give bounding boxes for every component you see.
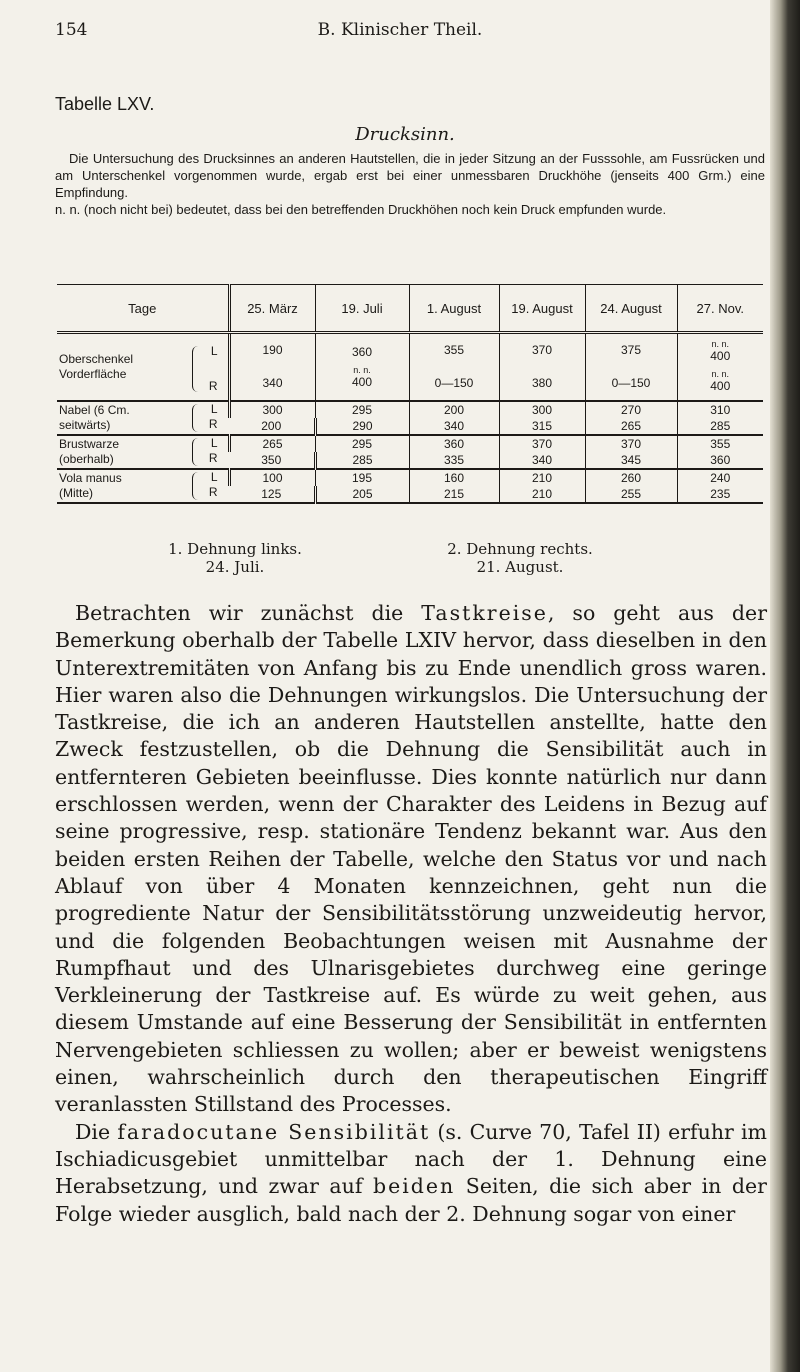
table-cell: 370	[585, 435, 677, 452]
table-cell: 355	[677, 435, 763, 452]
row-name: Vola manus	[59, 471, 122, 485]
side-labels	[192, 344, 218, 394]
table-cell: 340	[409, 418, 499, 435]
table-cell: 255	[585, 486, 677, 503]
table-cell: 285	[677, 418, 763, 435]
table-cell: 295	[315, 401, 409, 418]
table-cell: 360 n. n. 400	[315, 333, 409, 402]
table-cell: 270	[585, 401, 677, 418]
row-label	[57, 401, 229, 435]
table-cell: 160	[409, 469, 499, 486]
table-cell: 195	[315, 469, 409, 486]
table-cell: 290	[315, 418, 409, 435]
table-cell: 285	[315, 452, 409, 469]
side-labels: L R	[192, 470, 218, 502]
footnote-text: 2. Dehnung rechts.	[447, 540, 593, 558]
table-cell: 345	[585, 452, 677, 469]
table-cell: 340	[499, 452, 585, 469]
intro-note: n. n. (noch nicht bei) bedeutet, dass bei den betreffenden Druckhöhen noch kein Druck empfunden wurde.	[55, 202, 667, 217]
table-cell: 375 0—150	[585, 333, 677, 402]
table-cell: 200	[261, 418, 282, 433]
spaced-term: beiden	[372, 1174, 456, 1199]
side-labels: L R	[192, 436, 218, 468]
table-cell: 200	[409, 401, 499, 418]
table-row	[57, 469, 763, 486]
brace-icon	[192, 438, 201, 466]
table-row	[57, 435, 763, 452]
brace-icon	[192, 346, 201, 392]
table-cell: 315	[499, 418, 585, 435]
table-cell: 360	[677, 452, 763, 469]
table-header-row	[57, 285, 763, 333]
footnote-date: 21. August.	[476, 558, 564, 576]
side-labels: L R	[192, 402, 218, 434]
table-row	[57, 401, 763, 418]
table-cell: 370 380	[499, 333, 585, 402]
table-cell: 360	[409, 435, 499, 452]
col-header: 27. Nov.	[677, 285, 763, 333]
row-name-2: (Mitte)	[59, 486, 93, 500]
footnote-second-stretch	[395, 540, 645, 576]
page-edge-shadow	[770, 0, 800, 1372]
pressure-table	[57, 284, 763, 504]
table-cell: 240	[677, 469, 763, 486]
side-label-r: R	[208, 379, 218, 393]
table-cell: 295	[315, 435, 409, 452]
table-cell: 205	[315, 486, 409, 503]
table-cell: 370	[499, 435, 585, 452]
page-header	[55, 20, 745, 46]
table-cell: 300	[229, 401, 315, 418]
brace-icon	[192, 404, 201, 432]
row-name-2: seitwärts)	[59, 418, 111, 432]
spaced-term: Tastkreise	[421, 601, 548, 625]
footnote-text: 1. Dehnung links.	[168, 540, 302, 558]
row-name-2: Vorderfläche	[59, 367, 127, 381]
table-cell: 235	[677, 486, 763, 503]
row-name: Oberschenkel	[59, 352, 134, 366]
row-label	[57, 333, 229, 402]
col-header: 24. August	[585, 285, 677, 333]
col-header: Tage	[57, 285, 229, 333]
intro-paragraph: Die Untersuchung des Drucksinnes an anderen Hautstellen, die in jeder Sitzung an der Fusssohle, am Fussrücken und am Unterschenkel vorgenommen wurde, ergab erst bei einer unmessbaren Druckhöhe (jenseits 400 Grm.) eine Empfindung.	[55, 151, 765, 200]
table-cell: 265	[585, 418, 677, 435]
table-cell: 125	[229, 486, 315, 503]
side-label-l: L	[210, 344, 218, 358]
footnote-first-stretch	[130, 540, 340, 576]
table-cell: 350	[261, 452, 282, 467]
table-cell: 215	[409, 486, 499, 503]
table-cell: 210	[499, 469, 585, 486]
body-paragraph: Die faradocutane Sensibilität (s. Curve 70, Tafel II) erfuhr im Ischiadicusgebiet unmittelbar nach der 1. Dehnung eine Herabsetzung, und zwar auf beiden Seiten, die sich aber in der Folge wieder ausglich, bald nach der 2. Dehnung sogar von einer	[55, 1119, 767, 1226]
col-header: 25. März	[229, 285, 315, 333]
page-number: 154	[55, 20, 88, 40]
table-intro	[55, 150, 765, 218]
row-label	[57, 469, 229, 503]
footnote-date: 24. Juli.	[205, 558, 265, 576]
brace-icon	[192, 472, 201, 500]
table-cell: 190 340	[229, 333, 315, 402]
table-label: Tabelle LXV.	[55, 94, 155, 114]
col-header: 19. August	[499, 285, 585, 333]
row-label	[57, 435, 229, 469]
row-name: Nabel (6 Cm.	[59, 403, 130, 417]
body-paragraph: Betrachten wir zunächst die Tastkreise, so geht aus der Bemerkung oberhalb der Tabelle LXIV hervor, dass dieselben in den Unterextremitäten von Anfang bis zu Ende unendlich gross waren. Hier waren also die Dehnungen wirkungslos. Die Untersuchung der Tastkreise, die ich an anderen Hautstellen anstellte, hatte den Zweck festzustellen, ob die Dehnung die Sensibilität auch in entfernteren Gebieten beeinflusse. Dies konnte natürlich nur dann erschlossen werden, wenn der Charakter des Leidens in Bezug auf seine progressive, resp. stationäre Tendenz bekannt war. Aus den beiden ersten Reihen der Tabelle, welche den Status vor und nach Ablauf von über 4 Monaten kennzeichnen, geht nun die progrediente Natur der Sensibilitätsstörung unzweideutig hervor, und die folgenden Beobachtungen weisen mit Ausnahme der Rumpfhaut und des Ulnarisgebietes durchweg eine geringe Verkleinerung der Tastkreise auf. Es würde zu weit gehen, aus diesem Umstande auf eine Besserung der Sensibilität in entfernten Nervengebieten schliessen zu wollen; aber er beweist wenigstens einen, wahrscheinlich durch den therapeutischen Eingriff veranlassten Stillstand des Processes.	[55, 601, 767, 1117]
table-cell: 335	[409, 452, 499, 469]
running-title: B. Klinischer Theil.	[317, 20, 483, 40]
table-cell: 310	[677, 401, 763, 418]
body-text	[55, 600, 767, 1228]
table-cell: 260	[585, 469, 677, 486]
table-cell: 210	[499, 486, 585, 503]
table-cell: 300	[499, 401, 585, 418]
col-header: 19. Juli	[315, 285, 409, 333]
spaced-term: faradocutane Sensibilität	[117, 1119, 431, 1144]
table-subtitle: Drucksinn.	[355, 124, 455, 145]
col-header: 1. August	[409, 285, 499, 333]
table-cell: 355 0—150	[409, 333, 499, 402]
table-cell: n. n. 400 n. n. 400	[677, 333, 763, 402]
table-cell: 265	[229, 435, 315, 452]
table-cell: 100	[229, 469, 315, 486]
row-name: Brustwarze	[59, 437, 120, 451]
row-name-2: (oberhalb)	[59, 452, 114, 466]
